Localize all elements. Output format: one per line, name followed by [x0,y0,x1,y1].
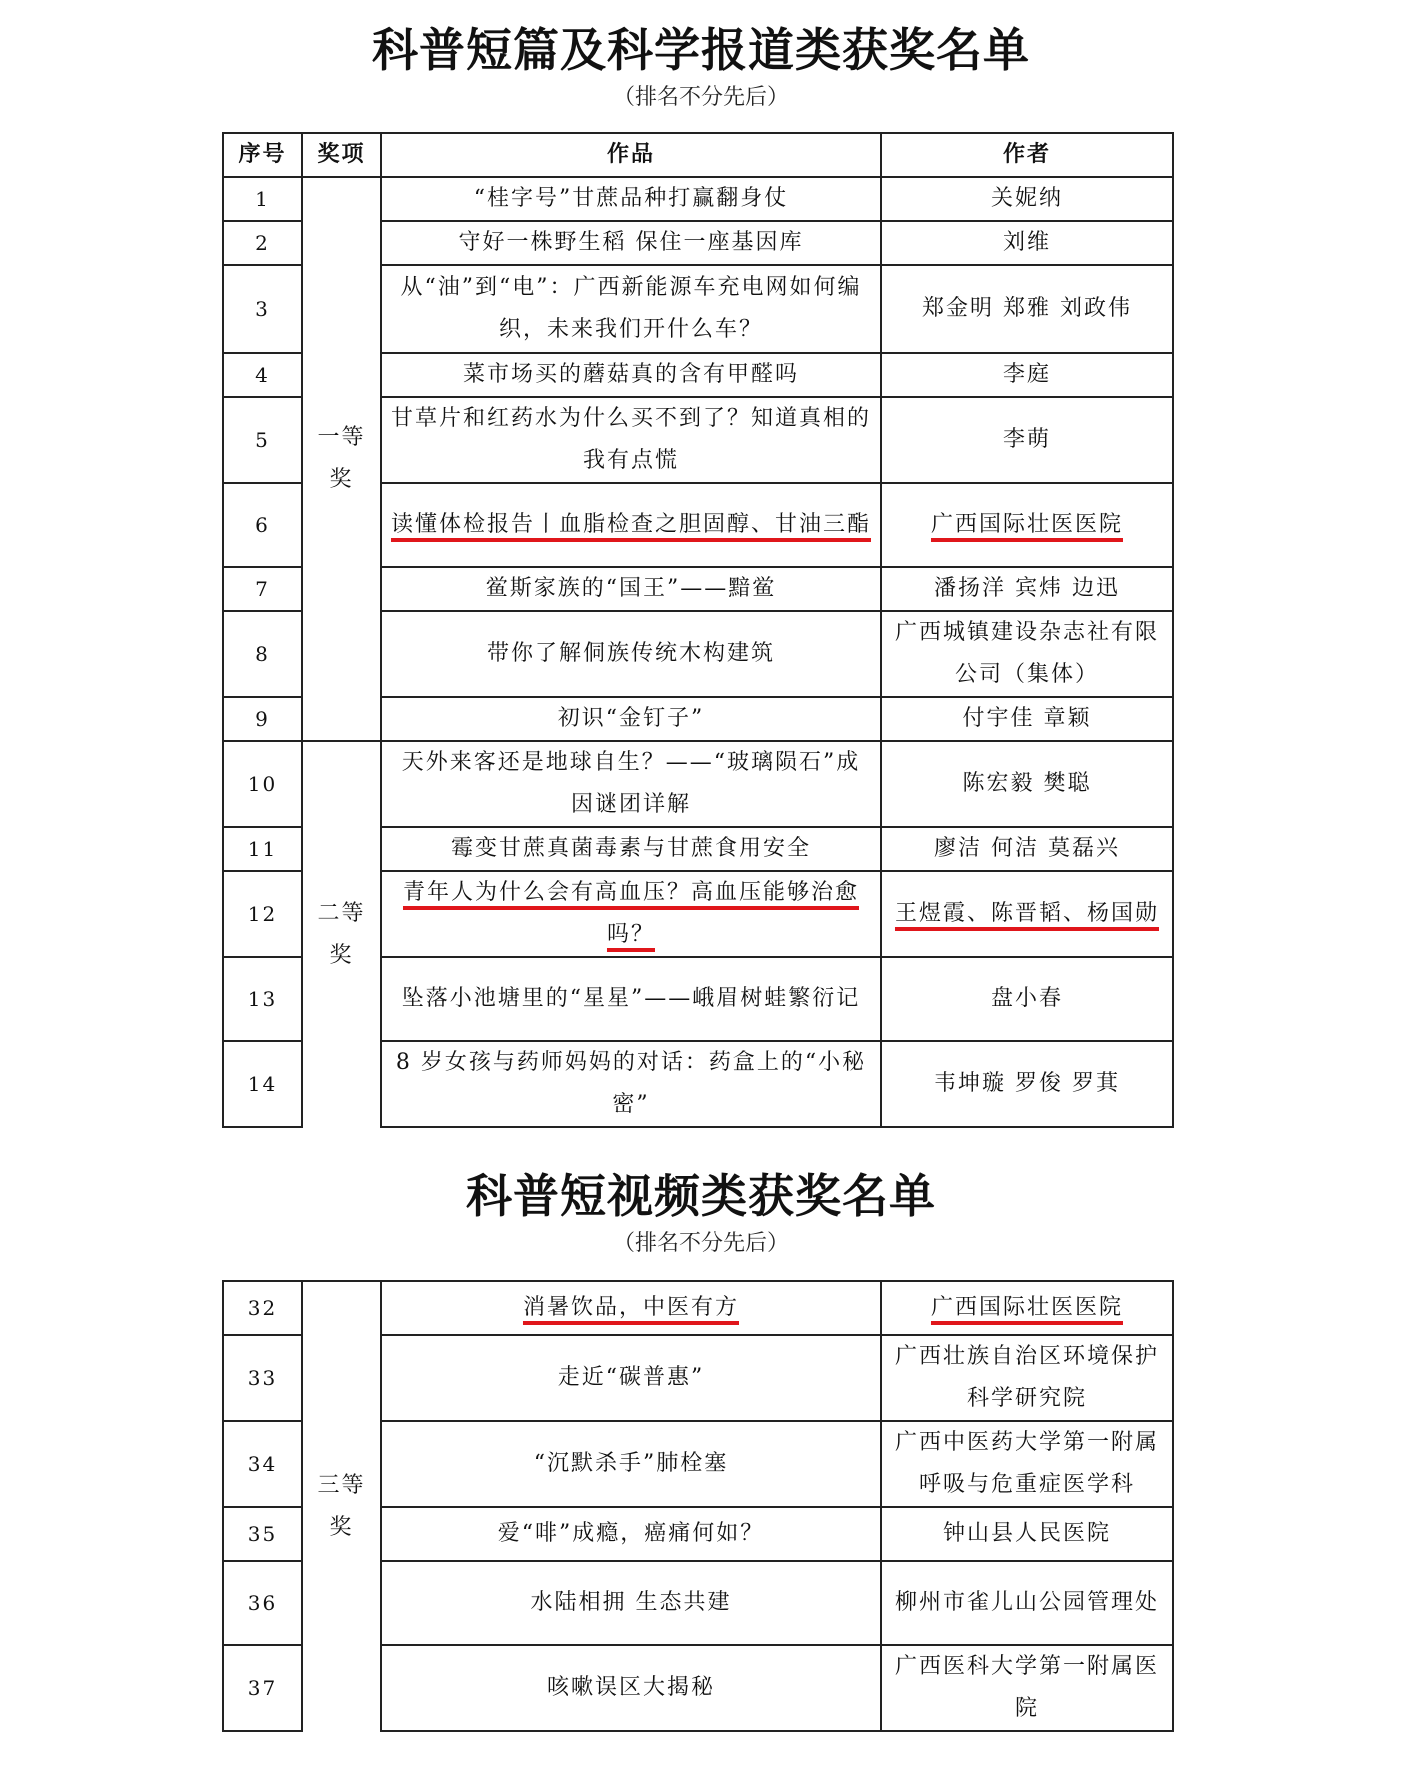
row-num: 4 [223,353,302,397]
row-author-cell [881,483,1173,567]
row-num: 1 [223,177,302,221]
award-cell-second [302,741,381,1127]
row-work: 天外来客还是地球自生？——“玻璃陨石”成因谜团详解 [381,741,881,827]
row-num: 7 [223,567,302,611]
section2-subtitle: （排名不分先后） [612,1231,789,1256]
row-author: 李萌 [881,397,1173,483]
row-author: 盘小春 [881,957,1173,1041]
row-work-underlined: 青年人为什么会有高血压？高血压能够治愈吗？ [402,880,859,947]
table-row [223,177,1173,221]
table-row [223,741,1173,827]
row-work: 守好一株野生稻 保住一座基因库 [381,221,881,265]
row-author-underlined: 王煜霞、陈晋韬、杨国勋 [894,901,1159,926]
table-header-row [223,133,1173,177]
header-work: 作品 [381,133,881,177]
row-author: 郑金明 郑雅 刘政伟 [881,265,1173,353]
row-work-cell [381,483,881,567]
row-work: “沉默杀手”肺栓塞 [381,1421,881,1507]
award-label: 三等奖 [317,1472,366,1540]
row-work: 霉变甘蔗真菌毒素与甘蔗食用安全 [381,827,881,871]
row-work-cell [381,1281,881,1335]
row-num: 32 [223,1281,302,1335]
row-author: 付宇佳 章颖 [881,697,1173,741]
row-work: 从“油”到“电”：广西新能源车充电网如何编织，未来我们开什么车？ [381,265,881,353]
row-author: 广西壮族自治区环境保护科学研究院 [881,1335,1173,1421]
award-table-articles [222,132,1174,1128]
award-cell-third [302,1281,381,1731]
row-author: 韦坤璇 罗俊 罗萁 [881,1041,1173,1127]
row-author: 广西医科大学第一附属医院 [881,1645,1173,1731]
row-work: 菜市场买的蘑菇真的含有甲醛吗 [381,353,881,397]
row-num: 6 [223,483,302,567]
row-author-cell [881,1281,1173,1335]
row-work: 走近“碳普惠” [381,1335,881,1421]
row-work: 鲎斯家族的“国王”——黯鲎 [381,567,881,611]
row-work-cell [381,871,881,957]
award-label: 一等奖 [317,425,366,492]
row-num: 10 [223,741,302,827]
award-label: 二等奖 [317,900,366,968]
row-num: 36 [223,1561,302,1645]
award-table-videos [222,1280,1174,1732]
row-work: 爱“啡”成瘾，癌痛何如？ [381,1507,881,1561]
row-author-underlined: 广西国际壮医医院 [930,1295,1123,1320]
row-work: 带你了解侗族传统木构建筑 [381,611,881,697]
award-cell-first [302,177,381,741]
header-num: 序号 [223,133,302,177]
section1-subtitle: （排名不分先后） [612,85,789,110]
row-num: 35 [223,1507,302,1561]
row-work-underlined: 读懂体检报告丨血脂检查之胆固醇、甘油三酯 [390,512,871,537]
row-author: 广西城镇建设杂志社有限公司（集体） [881,611,1173,697]
row-num: 14 [223,1041,302,1127]
row-author: 潘扬洋 宾炜 边迅 [881,567,1173,611]
row-num: 12 [223,871,302,957]
row-work: 初识“金钉子” [381,697,881,741]
row-num: 34 [223,1421,302,1507]
row-work: 坠落小池塘里的“星星”——峨眉树蛙繁衍记 [381,957,881,1041]
row-author-cell [881,871,1173,957]
row-work: 8 岁女孩与药师妈妈的对话：药盒上的“小秘密” [381,1041,881,1127]
row-author: 廖洁 何洁 莫磊兴 [881,827,1173,871]
table-row-highlighted [223,1281,1173,1335]
row-author: 陈宏毅 樊聪 [881,741,1173,827]
row-author: 关妮纳 [881,177,1173,221]
row-num: 9 [223,697,302,741]
row-work: 水陆相拥 生态共建 [381,1561,881,1645]
row-work: 甘草片和红药水为什么买不到了？知道真相的我有点慌 [381,397,881,483]
row-work: “桂字号”甘蔗品种打赢翻身仗 [381,177,881,221]
row-num: 8 [223,611,302,697]
section1-title: 科普短篇及科学报道类获奖名单 [372,23,1030,77]
row-num: 33 [223,1335,302,1421]
row-num: 2 [223,221,302,265]
row-author: 广西中医药大学第一附属呼吸与危重症医学科 [881,1421,1173,1507]
header-award: 奖项 [302,133,381,177]
header-author: 作者 [881,133,1173,177]
row-num: 3 [223,265,302,353]
row-author: 刘维 [881,221,1173,265]
row-author: 钟山县人民医院 [881,1507,1173,1561]
row-author: 柳州市雀儿山公园管理处 [881,1561,1173,1645]
row-work-underlined: 消暑饮品，中医有方 [522,1295,739,1320]
row-num: 5 [223,397,302,483]
section2-title: 科普短视频类获奖名单 [466,1169,936,1223]
row-work: 咳嗽误区大揭秘 [381,1645,881,1731]
row-author: 李庭 [881,353,1173,397]
row-author-underlined: 广西国际壮医医院 [930,512,1123,537]
row-num: 13 [223,957,302,1041]
row-num: 11 [223,827,302,871]
row-num: 37 [223,1645,302,1731]
